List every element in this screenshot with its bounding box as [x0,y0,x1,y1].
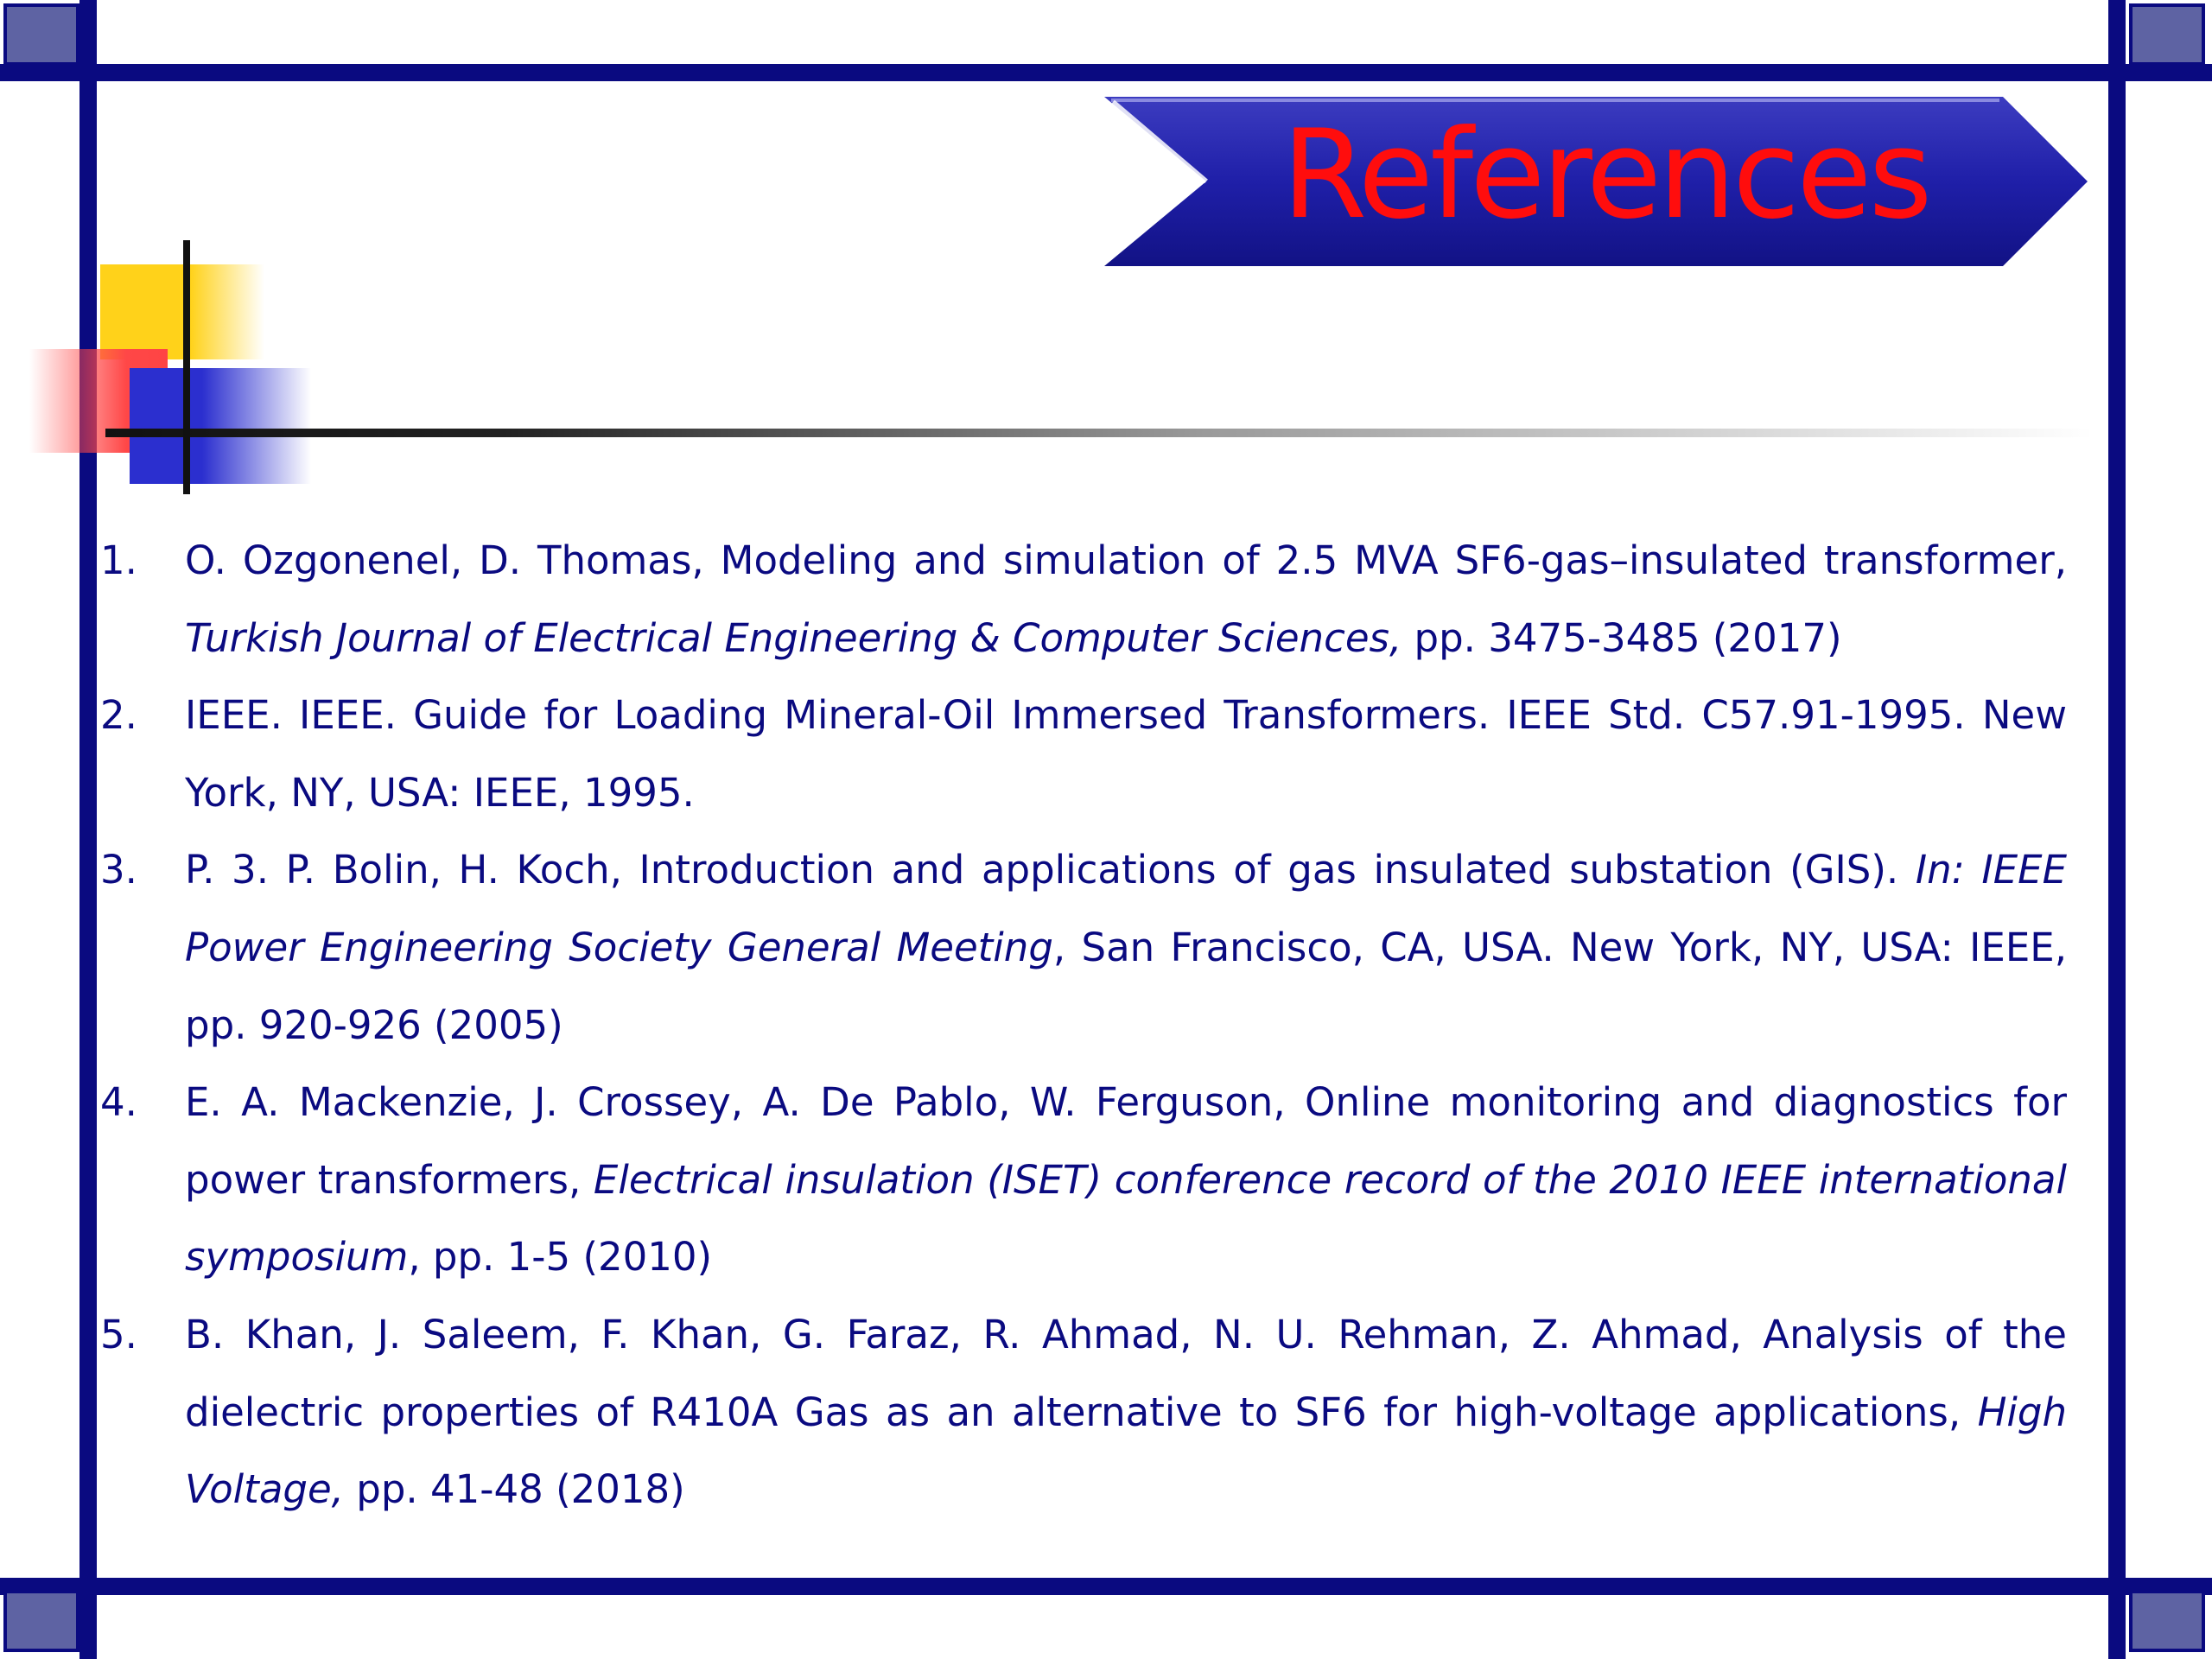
reference-number: 4. [100,1079,137,1126]
reference-details: , San Francisco, CA, USA. New York, NY, USA: IEEE, pp. 920-926 (2005) [185,924,2067,1048]
reference-journal: In: IEEE Power Engineering Society General Meeting [185,847,2067,970]
frame-left-border [79,0,97,1659]
reference-list [100,522,2067,1529]
decor-blue-square [130,368,311,484]
corner-square-top-left [3,3,79,66]
reference-number: 2. [100,692,137,739]
reference-number: 1. [100,537,137,583]
corner-square-bottom-left [3,1590,79,1652]
reference-text: O. Ozgonenel, D. Thomas, Modeling and simulation of 2.5 MVA SF6-gas–insulated transformer, [185,537,2067,583]
reference-text: E. A. Mackenzie, J. Crossey, A. De Pablo, W. Ferguson, Online monitoring and diagnostics for power transformers, [185,1079,2067,1203]
reference-number: 5. [100,1311,137,1357]
frame-right-border [2108,0,2126,1659]
reference-text: IEEE. IEEE. Guide for Loading Mineral-Oil Immersed Transformers. IEEE Std. C57.91-1995. New York, NY, USA: IEEE, 1995. [185,692,2067,816]
reference-journal: High Voltage, [185,1389,2067,1513]
corner-square-top-right [2129,3,2205,66]
frame-top-border [0,64,2212,81]
reference-item-4 [100,1064,2067,1296]
reference-text: P. 3. P. Bolin, H. Koch, Introduction and applications of gas insulated substation (GIS). [185,847,1916,893]
reference-details: , pp. 1-5 (2010) [408,1234,713,1281]
reference-item-5 [100,1296,2067,1529]
reference-item-2 [100,677,2067,831]
reference-details: pp. 41-48 (2018) [343,1466,685,1513]
reference-journal: Electrical insulation (ISET) conference record of the 2010 IEEE international symposium [185,1156,2067,1281]
decor-horizontal-rule [105,429,2093,437]
reference-text: B. Khan, J. Saleem, F. Khan, G. Faraz, R. Ahmad, N. U. Rehman, Z. Ahmad, Analysis of the dielectric properties of R410A Gas as an alternative to SF6 for high-voltage applications, [185,1311,2067,1435]
decor-yellow-square [100,264,264,359]
slide-title: References [1281,104,1929,246]
reference-number: 3. [100,847,137,893]
reference-item-3 [100,831,2067,1064]
reference-journal: Turkish Journal of Electrical Engineering & Computer Sciences, [185,614,1402,661]
corner-square-bottom-right [2129,1590,2205,1652]
decor-vertical-rule [183,240,190,494]
reference-item-1 [100,522,2067,677]
reference-details: pp. 3475-3485 (2017) [1402,614,1842,661]
frame-bottom-border [0,1578,2212,1595]
